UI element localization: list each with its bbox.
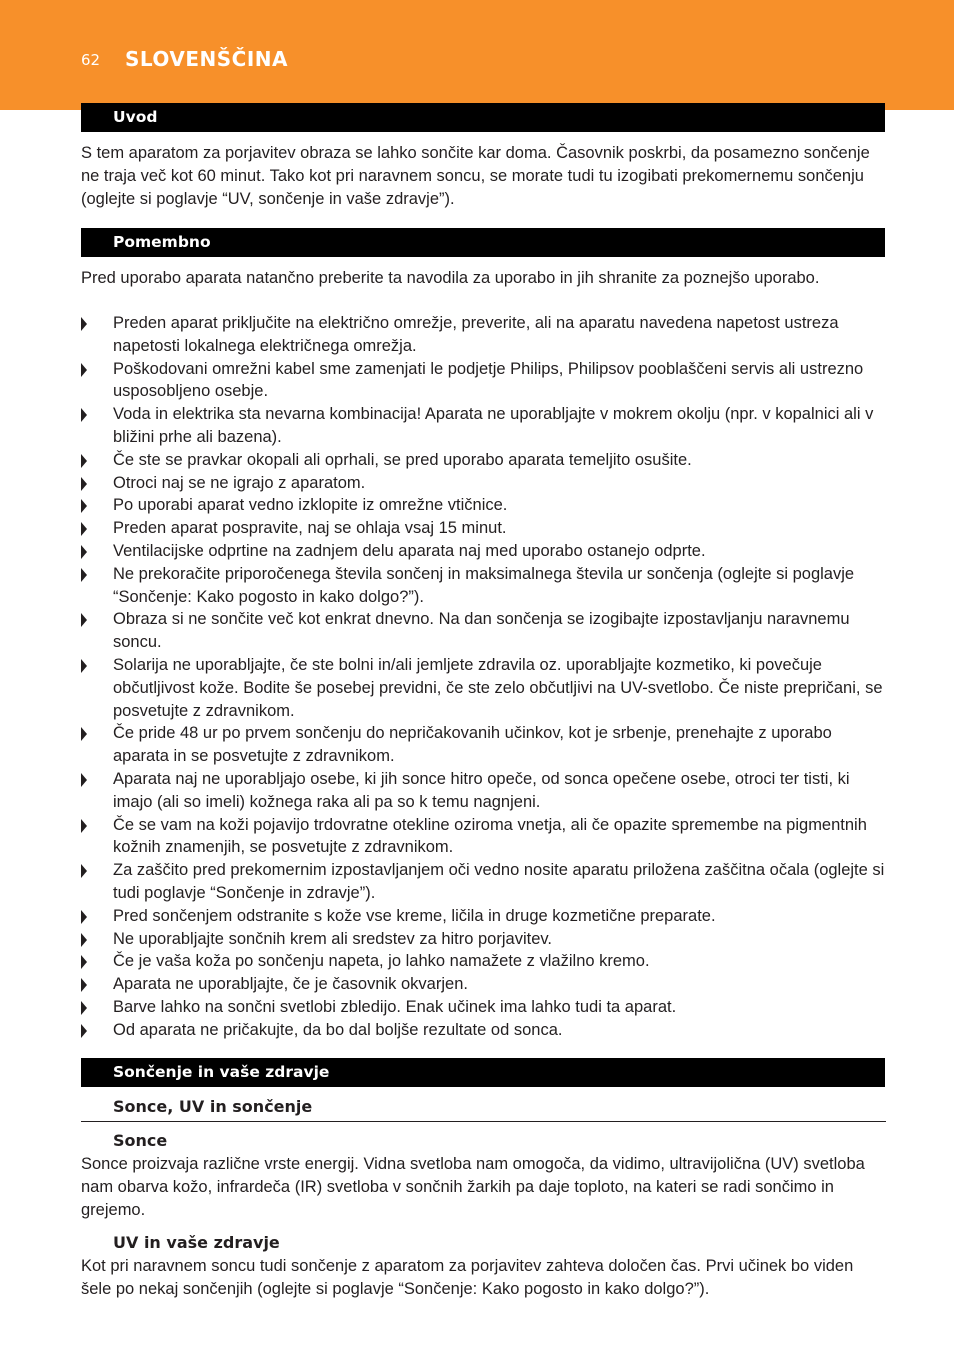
bullet-arrow-icon — [81, 613, 87, 627]
bullet-arrow-icon — [81, 933, 87, 947]
bullet-text: Obraza si ne sončite več kot enkrat dnevno. Na dan sončenja se izogibajte izpostavljanju naravnemu soncu. — [113, 610, 850, 652]
sun-heading: Sonce — [113, 1131, 168, 1150]
bullet-text: Poškodovani omrežni kabel sme zamenjati le podjetje Philips, Philipsov pooblaščeni servis ali ustrezno usposobljeno osebje. — [113, 359, 864, 401]
bullet-item — [81, 1019, 887, 1042]
bullet-text: Od aparata ne pričakujte, da bo dal boljše rezultate od sonca. — [113, 1020, 563, 1039]
bullet-item — [81, 494, 887, 517]
uv-paragraph: Kot pri naravnem soncu tudi sončenje z aparatom za porjavitev zahteva določen čas. Prvi učinek bo viden šele po nekaj sončenjih (oglejte si poglavje “Sončenje: Kako pogosto in kako dolgo?”). — [81, 1257, 854, 1298]
bullet-text: Ne uporabljajte sončnih krem ali sredstev za hitro porjavitev. — [113, 929, 552, 948]
bullet-arrow-icon — [81, 910, 87, 924]
bullet-arrow-icon — [81, 408, 87, 422]
bullet-text: Če je vaša koža po sončenju napeta, jo lahko namažete z vlažilno kremo. — [113, 952, 650, 971]
bullet-item — [81, 608, 887, 654]
bullet-item — [81, 472, 887, 495]
bullet-item — [81, 312, 887, 358]
section-heading-intro: Uvod — [81, 103, 885, 132]
bullet-arrow-icon — [81, 363, 87, 377]
bullet-arrow-icon — [81, 522, 87, 536]
bullet-text: Barve lahko na sončni svetlobi zbledijo. Enak učinek ima lahko tudi ta aparat. — [113, 997, 677, 1016]
bullet-item — [81, 358, 887, 404]
bullet-arrow-icon — [81, 317, 87, 331]
bullet-text: Voda in elektrika sta nevarna kombinacija! Aparata ne uporabljajte v mokrem okolju (npr. v kopalnici ali v bližini prhe ali bazena). — [113, 405, 874, 446]
bullet-item — [81, 517, 887, 540]
bullet-arrow-icon — [81, 955, 87, 969]
bullet-item — [81, 403, 887, 449]
bullet-item — [81, 950, 887, 973]
bullet-text: Aparata naj ne uporabljajo osebe, ki jih sonce hitro opeče, od sonca opečene osebe, otroci ter tisti, ki imajo (ali so imeli) kožnega raka ali pa so k temu nagnjeni. — [113, 769, 850, 811]
section-heading-important: Pomembno — [81, 228, 885, 257]
bullet-item — [81, 540, 887, 563]
bullet-text: Če se vam na koži pojavijo trdovratne otekline oziroma vnetja, ali če opazite spremembe na pigmentnih kožnih znamenjih, se posvetujte z zdravnikom. — [113, 815, 867, 857]
bullet-item — [81, 973, 887, 996]
safety-bullet-list — [81, 312, 887, 1042]
bullet-arrow-icon — [81, 978, 87, 992]
bullet-item — [81, 928, 887, 951]
bullet-arrow-icon — [81, 864, 87, 878]
bullet-arrow-icon — [81, 499, 87, 513]
section-heading-health: Sončenje in vaše zdravje — [81, 1058, 885, 1087]
bullet-item — [81, 722, 887, 768]
bullet-text: Če pride 48 ur po prvem sončenju do nepričakovanih učinkov, kot je srbenje, prenehajte z uporabo aparata in se posvetujte z zdravnikom. — [113, 724, 832, 766]
bullet-item — [81, 996, 887, 1019]
uv-heading: UV in vaše zdravje — [113, 1233, 280, 1252]
bullet-text: Preden aparat pospravite, naj se ohlaja vsaj 15 minut. — [113, 519, 507, 538]
bullet-text: Če ste se pravkar okopali ali oprhali, se pred uporabo aparata temeljito osušite. — [113, 450, 692, 469]
bullet-item — [81, 905, 887, 928]
bullet-arrow-icon — [81, 477, 87, 491]
bullet-item — [81, 449, 887, 472]
bullet-text: Preden aparat priključite na električno omrežje, preverite, ali na aparatu navedena napetost ustreza napetosti lokalnega električnega omrežja. — [113, 314, 839, 355]
bullet-arrow-icon — [81, 659, 87, 673]
bullet-arrow-icon — [81, 819, 87, 833]
bullet-arrow-icon — [81, 1001, 87, 1015]
bullet-text: Solarija ne uporabljajte, če ste bolni in/ali jemljete zdravila oz. uporabljajte kozmetiko, ki povečuje občutljivost kože. Bodite še posebej previdni, če ste zelo občutljivi na UV-svetlobo. Če niste prepričani, se posvetujte z zdravnikom. — [113, 655, 883, 720]
bullet-text: Otroci naj se ne igrajo z aparatom. — [113, 473, 366, 492]
bullet-arrow-icon — [81, 545, 87, 559]
bullet-arrow-icon — [81, 454, 87, 468]
bullet-arrow-icon — [81, 727, 87, 741]
bullet-item — [81, 563, 887, 609]
bullet-text: Aparata ne uporabljajte, če je časovnik okvarjen. — [113, 975, 468, 994]
bullet-item — [81, 859, 887, 905]
language-title: SLOVENŠČINA — [125, 47, 289, 71]
bullet-item — [81, 654, 887, 722]
bullet-arrow-icon — [81, 568, 87, 582]
bullet-text: Pred sončenjem odstranite s kože vse kreme, ličila in druge kozmetične preparate. — [113, 906, 716, 925]
bullet-text: Po uporabi aparat vedno izklopite iz omrežne vtičnice. — [113, 496, 508, 515]
bullet-text: Za zaščito pred prekomernim izpostavljanjem oči vedno nosite aparatu priložena zaščitna očala (oglejte si tudi poglavje “Sončenje in zdravje”). — [113, 861, 885, 902]
subsection-divider — [81, 1121, 886, 1122]
bullet-item — [81, 814, 887, 860]
sun-paragraph: Sonce proizvaja različne vrste energij. Vidna svetloba nam omogoča, da vidimo, ultravijolična (UV) svetloba nam obarva kožo, infrardeča (IR) svetloba v sončnih žarkih pa daje toploto, na kateri se radi sončimo in grejemo. — [81, 1155, 865, 1219]
important-paragraph: Pred uporabo aparata natančno preberite ta navodila za uporabo in jih shranite za poznejšo uporabo. — [81, 269, 820, 287]
bullet-text: Ne prekoračite priporočenega števila sončenj in maksimalnega števila ur sončenja (oglejte si poglavje “Sončenje: Kako pogosto in kako dolgo?”). — [113, 564, 855, 606]
bullet-arrow-icon — [81, 1024, 87, 1038]
page-number: 62 — [81, 51, 101, 69]
bullet-item — [81, 768, 887, 814]
bullet-text: Ventilacijske odprtine na zadnjem delu aparata naj med uporabo ostanejo odprte. — [113, 541, 706, 560]
intro-paragraph: S tem aparatom za porjavitev obraza se lahko sončite kar doma. Časovnik poskrbi, da posamezno sončenje ne traja več kot 60 minut. Tako kot pri naravnem soncu, se morate tudi tu izogibati prekomernemu sončenju (oglejte si poglavje “UV, sončenje in vaše zdravje”). — [81, 144, 870, 208]
subsection-title: Sonce, UV in sončenje — [113, 1097, 313, 1116]
bullet-arrow-icon — [81, 773, 87, 787]
page-header — [0, 0, 954, 110]
